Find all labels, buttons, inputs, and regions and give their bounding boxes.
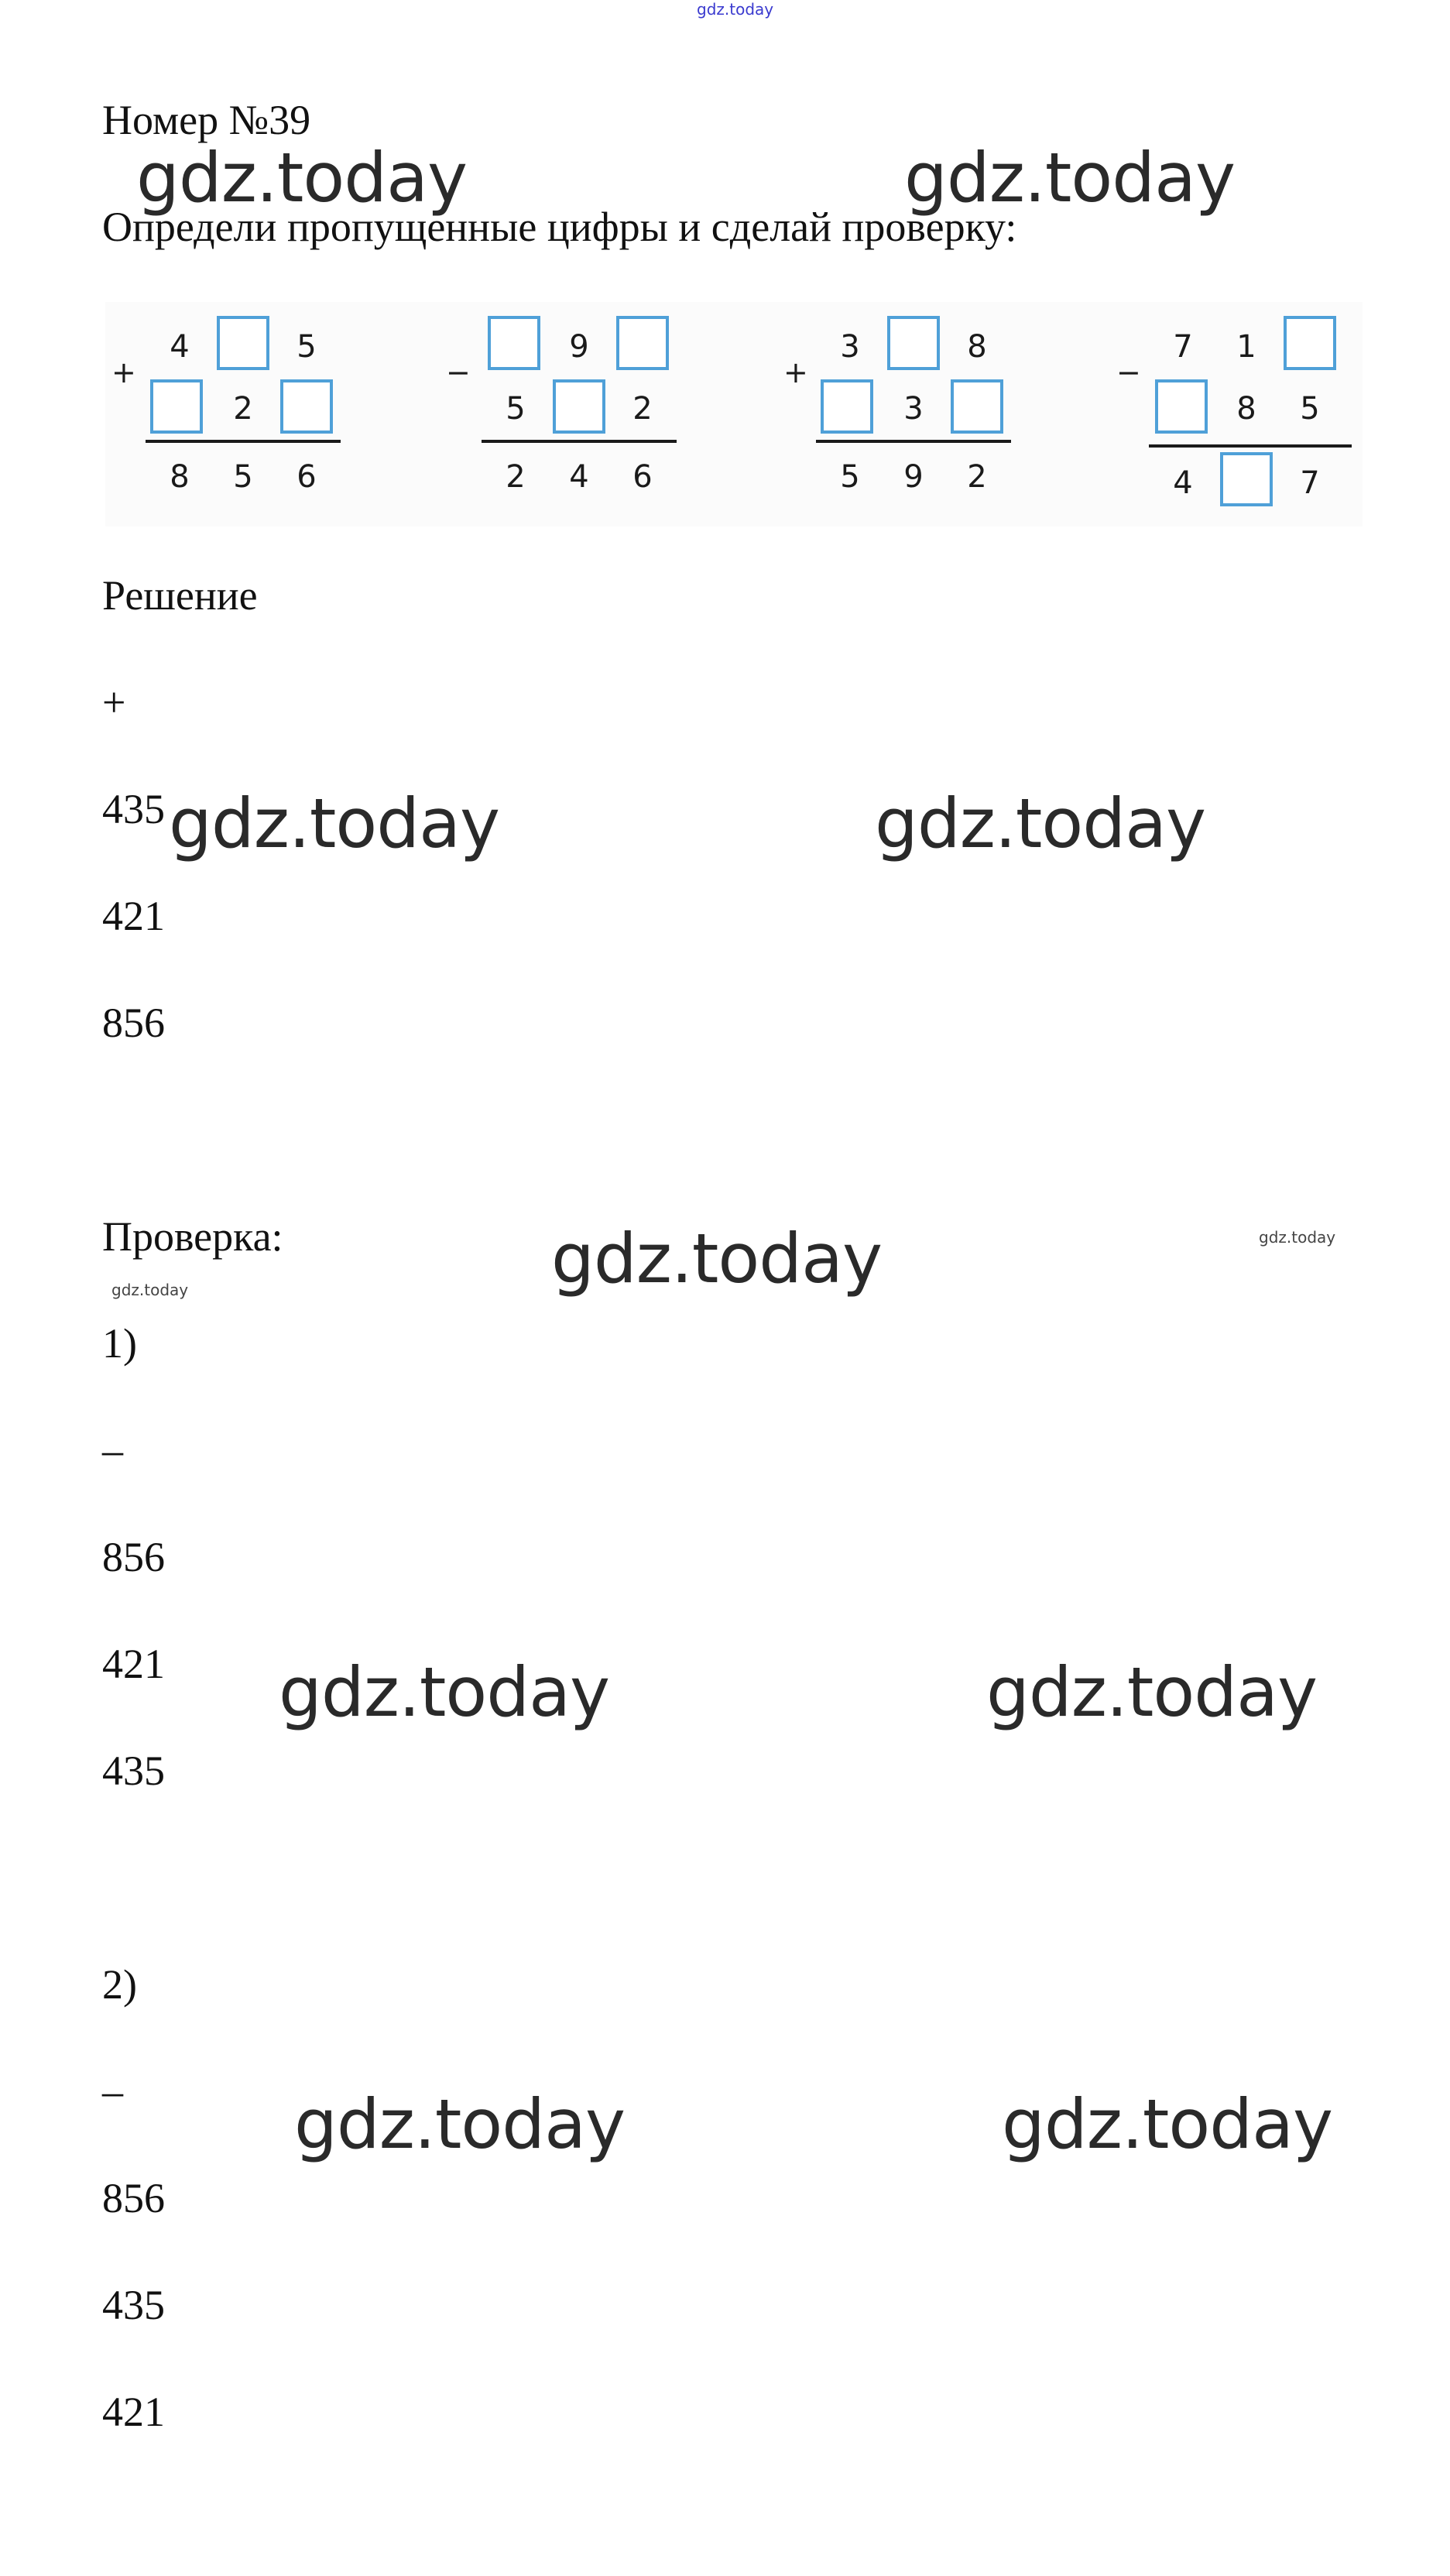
missing-digit-box <box>217 316 269 370</box>
check-line: 421 <box>102 1641 165 1687</box>
digit: 2 <box>967 459 987 495</box>
check-item-sign: – <box>102 2068 123 2115</box>
check-heading: Проверка: <box>102 1213 283 1260</box>
solution-line: 856 <box>102 1000 165 1046</box>
watermark: gdz.today <box>904 138 1236 218</box>
missing-digit-box <box>821 379 873 434</box>
missing-digit-box <box>150 379 203 434</box>
digit: 1 <box>1236 329 1256 365</box>
watermark: gdz.today <box>875 784 1206 863</box>
digit: 6 <box>297 459 317 495</box>
sum-line <box>816 440 1011 443</box>
watermark: gdz.today <box>169 784 500 863</box>
digit: 9 <box>903 459 924 495</box>
missing-digit-box <box>951 379 1003 434</box>
check-item-sign: – <box>102 1427 123 1473</box>
missing-digit-box <box>280 379 333 434</box>
digit: 5 <box>506 391 526 427</box>
digit: 7 <box>1300 465 1320 501</box>
sum-line <box>482 440 677 443</box>
watermark: gdz.today <box>1002 2084 1333 2164</box>
puzzle-sign: + <box>783 355 808 389</box>
digit: 7 <box>1173 329 1193 365</box>
digit: 4 <box>170 329 190 365</box>
digit: 5 <box>1300 391 1320 427</box>
watermark: gdz.today <box>279 1652 610 1732</box>
check-item-label: 2) <box>102 1961 137 2008</box>
puzzle-strip <box>105 302 1363 527</box>
digit: 2 <box>632 391 653 427</box>
digit: 8 <box>170 459 190 495</box>
watermark-top: gdz.today <box>697 0 774 19</box>
check-line: 435 <box>102 2282 165 2328</box>
digit: 3 <box>840 329 860 365</box>
missing-digit-box <box>1155 379 1208 434</box>
watermark: gdz.today <box>986 1652 1318 1732</box>
check-line: 435 <box>102 1748 165 1794</box>
digit: 9 <box>569 329 589 365</box>
check-line: 856 <box>102 2175 165 2221</box>
missing-digit-box <box>553 379 605 434</box>
problem-title: Номер №39 <box>102 97 311 143</box>
puzzle-sign: − <box>1116 355 1141 389</box>
watermark-small: gdz.today <box>1259 1228 1336 1247</box>
watermark: gdz.today <box>136 138 468 218</box>
watermark: gdz.today <box>551 1219 883 1298</box>
missing-digit-box <box>616 316 669 370</box>
watermark: gdz.today <box>294 2084 626 2164</box>
digit: 2 <box>506 459 526 495</box>
digit: 5 <box>233 459 253 495</box>
check-line: 856 <box>102 1534 165 1580</box>
solution-heading: Решение <box>102 572 258 619</box>
sum-line <box>1149 444 1352 448</box>
missing-digit-box <box>1220 452 1273 506</box>
task-text: Определи пропущенные цифры и сделай проверку: <box>102 204 1017 250</box>
check-line: 421 <box>102 2389 165 2435</box>
puzzle-sign: + <box>111 355 136 389</box>
missing-digit-box <box>887 316 940 370</box>
missing-digit-box <box>1284 316 1336 370</box>
watermark-small: gdz.today <box>111 1281 189 1299</box>
solution-sign: + <box>102 679 126 725</box>
digit: 4 <box>569 459 589 495</box>
sum-line <box>146 440 341 443</box>
digit: 4 <box>1173 465 1193 501</box>
digit: 6 <box>632 459 653 495</box>
missing-digit-box <box>488 316 540 370</box>
digit: 5 <box>840 459 860 495</box>
solution-line: 421 <box>102 893 165 939</box>
digit: 2 <box>233 391 253 427</box>
digit: 3 <box>903 391 924 427</box>
solution-line: 435 <box>102 786 165 832</box>
digit: 5 <box>297 329 317 365</box>
puzzle-sign: − <box>446 355 471 389</box>
check-item-label: 1) <box>102 1320 137 1367</box>
digit: 8 <box>967 329 987 365</box>
digit: 8 <box>1236 391 1256 427</box>
